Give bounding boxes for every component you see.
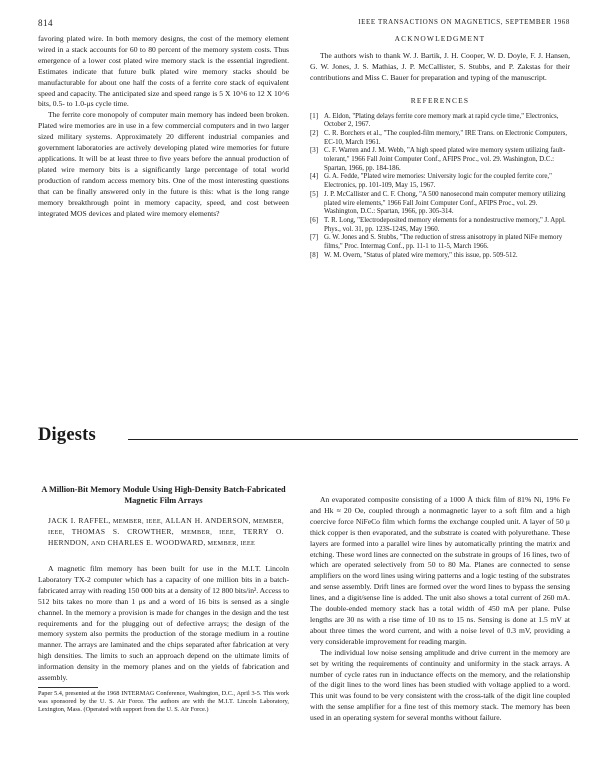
article-authors	[48, 516, 284, 549]
reference-number: [1]	[310, 112, 319, 120]
top-right-column	[310, 34, 570, 260]
footnote: Paper 5.4, presented at the 1968 INTERMAG Conference, Washington, D.C., April 3-5. This work was sponsored by the U. S. Air Force. The authors are with the M.I.T. Lincoln Laboratory, Lexington, Mass. (Operated with support from the U. S. Air Force.)	[38, 690, 289, 713]
reference-number: [3]	[310, 147, 319, 155]
reference-item	[310, 217, 570, 234]
body-paragraph: An evaporated composite consisting of a 1000 Å thick film of 81% Ni, 19% Fe and Hk ≈ 20 Oe, coupled through a nonmagnetic layer to a soft film and a high coercive force NiFeCo film which forms the exchange coupled unit. A layer of 50 μ thick copper is then evaporated, and the substrate is coated with polyurethane. These layers are formed into a parallel wire lines by automatically printing the matrix and etching. These word lines are connected on the substrate in groups of 16 lines, two of which are operated selectively from 50 to 80 Ma. Planes are connected to sense amplifiers on the word lines using wiring patterns and a logic testing of the substrates and sense assembly. Drift lines are formed over the word lines to bypass the sensing lines, and a digit/sense line is added. The unit also shows a total current of 260 mA. The double-ended memory stack has a total width of 450 mA per plane. Pulse lengths are 30 ns with a rise time of 10 ns to 15 ns. Sensing is done at 1.5 mV at about three times the word current, and with a noise level of 0.3 mV, providing a very considerable improvement for reading margin.	[310, 495, 570, 646]
acknowledgment-text: The authors wish to thank W. J. Bartik, J. H. Cooper, W. D. Doyle, F. J. Hansen, G. W. Jones, J. S. Mathias, J. P. McCallister, S. Stubbs, and P. Zakstas for their contributions and Miss C. Bauer for preparation and typing of the manuscript.	[310, 50, 570, 82]
reference-item	[310, 191, 570, 217]
reference-number: [4]	[310, 173, 319, 181]
author-role: AND	[91, 540, 106, 547]
body-paragraph: The ferrite core monopoly of computer main memory has indeed been broken. Plated wire memories are in use in a few commercial computers and in two larger sized military systems. Approximately 20 different industrial companies and government laboratories are actively developing plated wire memories for future applications. It will be at least three to five years before the annual production of plated wire memory bits is a significantly large percentage of total world production of random access memory bits. One of the most interesting questions that can be finally answered only in the future is this: what is the long range memory breakthrough point in memory capacity, speed, and cost between integrated MOS devices and plated wire memory elements?	[38, 110, 289, 218]
reference-text: C. F. Warren and J. M. Webb, "A high speed plated wire memory system utilizing fault-tolerant," 1966 Fall Joint Computer Conf., AFIPS Proc., vol. 29. Washington, D.C.: Spartan, 1966, pp. 184-186.	[324, 147, 566, 172]
article-body-left	[38, 564, 289, 684]
author-name: CHARLES E. WOODWARD,	[107, 538, 206, 547]
reference-number: [6]	[310, 216, 319, 224]
reference-number: [8]	[310, 251, 319, 259]
author-name: JACK I. RAFFEL,	[48, 516, 111, 525]
author-role: MEMBER, IEEE,	[181, 529, 236, 536]
author-name: THOMAS S. CROWTHER,	[71, 527, 175, 536]
reference-number: [2]	[310, 129, 319, 137]
reference-item	[310, 234, 570, 251]
reference-text: T. R. Long, "Electrodeposited memory elements for a nondestructive memory," J. Appl. Phys., vol. 31, pp. 123S-124S, May 1960.	[324, 216, 566, 233]
reference-list	[310, 113, 570, 261]
section-rule	[128, 439, 578, 440]
reference-text: A. Eldon, "Plating delays ferrite core memory mark at rapid cycle time," Electronics, October 2, 1967.	[324, 112, 559, 129]
author-role: MEMBER, IEEE,	[48, 518, 284, 536]
references-heading: REFERENCES	[410, 95, 470, 105]
reference-item	[310, 252, 570, 261]
reference-text: G. A. Fedde, "Plated wire memories: University logic for the coupled ferrite core," Electronics, pp. 101-109, May 15, 1967.	[324, 173, 552, 190]
reference-text: W. M. Overn, "Status of plated wire memory," this issue, pp. 509-512.	[324, 251, 518, 259]
reference-number: [5]	[310, 190, 319, 198]
author-role: MEMBER, IEEE	[207, 540, 256, 547]
footnote-rule	[38, 687, 98, 688]
digests-section-header	[38, 425, 578, 449]
reference-item	[310, 130, 570, 147]
reference-item	[310, 173, 570, 190]
body-paragraph: A magnetic film memory has been built for use in the M.I.T. Lincoln Laboratory TX-2 computer which has a capacity of one million bits in a batch-fabricated array with reading 150 000 bits at a density of 12 800 bits/in². Access to 512 bits takes no more than 1 μs and a word of 16 bits is sensed as a single channel. In the memory a provision is made for changes in the design and the test requirements and for the plugging out of defective arrays; the design of the memory system also permits the production of the storage medium in a routine manner. The arrays are laminated and the chips separated after fabrication at very high densities. The limits to such an approach depend on the ultimate limits of information density in the memory planes and on the yields of fabrication and assembly.	[38, 564, 289, 683]
top-left-column	[38, 34, 289, 219]
author-name: TERRY O. HERNDON,	[48, 527, 284, 547]
section-title: Digests	[38, 425, 96, 445]
reference-text: J. P. McCallister and C. F. Chong, "A 500 nanosecond main computer memory utilizing plated wire elements," 1966 Fall Joint Computer Conf., AFIPS Proc., vol. 29. Washington, D.C.: Spartan, 1966, pp. 305-314.	[324, 190, 566, 216]
reference-item	[310, 147, 570, 173]
author-role: MEMBER, IEEE,	[112, 518, 163, 525]
article-body-right	[310, 495, 570, 724]
acknowledgment-heading: ACKNOWLEDGMENT	[394, 34, 486, 43]
reference-text: C. R. Borchers et al., "The coupled-film memory," IRE Trans. on Electronic Computers, EC-10, March 1961.	[324, 129, 568, 146]
reference-number: [7]	[310, 234, 319, 242]
reference-item	[310, 113, 570, 130]
article-title: A Million-Bit Memory Module Using High-Density Batch-Fabricated Magnetic Film Arrays	[41, 485, 286, 505]
body-paragraph: favoring plated wire. In both memory designs, the cost of the memory element wired in a stack accounts for 60 to 80 percent of the memory system costs. Thus emergence of a lower cost plated wire memory stack is the essential ingredient. Estimates indicate that future bulk plated wire memory stacks should be manufacturable for about one half the costs of a ferrite core stack of equivalent speed and capacity. The anticipated size and speed range is 5 X 10^6 to 12 X 10^6 bits, 0.5- to 1.0-μs cycle time.	[38, 34, 289, 109]
running-title: IEEE TRANSACTIONS ON MAGNETICS, SEPTEMBER 1968	[358, 18, 570, 26]
reference-text: G. W. Jones and S. Stubbs, "The reduction of stress anisotropy in plated NiFe memory films," Proc. Intermag Conf., pp. 11-1 to 11-5, March 1966.	[324, 234, 563, 251]
page-number: 814	[38, 18, 53, 28]
body-paragraph: The individual low noise sensing amplitude and drive current in the memory are set by writing the requirements of continuity and uniformity in the stack arrays. A number of cycle rates run in inductance effects on the memory, and the relationship of the digit lines to the word lines has been studied with voltage applied to a word. This unit was found to be very consistent with the cross-talk of the digit line coupled with the sense amplifier for a fine test of this memory stack. The memory has been used in an operating system for several months without failure.	[310, 647, 570, 723]
author-name: ALLAN H. ANDERSON,	[165, 516, 251, 525]
